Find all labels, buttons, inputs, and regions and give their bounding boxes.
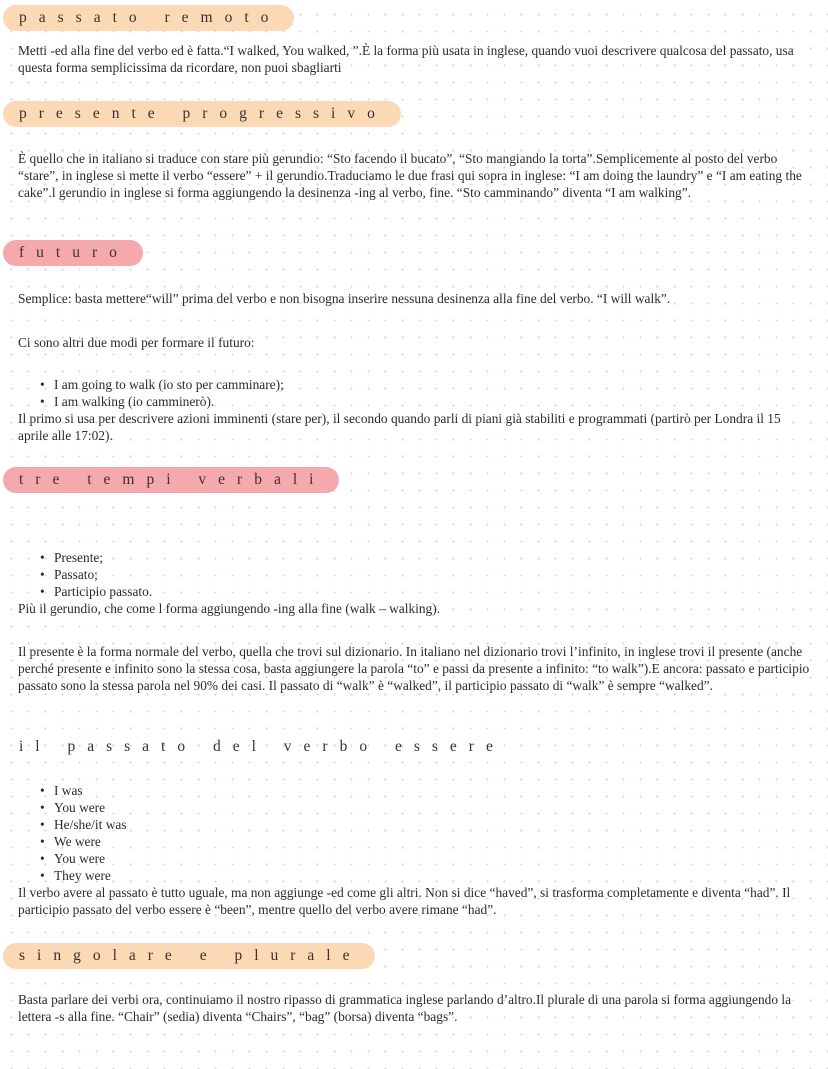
bullet-icon: • — [40, 377, 45, 392]
bullet-icon: • — [40, 394, 45, 409]
list-passato-essere — [40, 782, 127, 884]
bullet-icon: • — [40, 783, 45, 798]
bullet-icon: • — [40, 567, 45, 582]
list-item: • They were — [40, 868, 111, 883]
paragraph-futuro-1: Semplice: basta mettere“will” prima del verbo e non bisogna inserire nessuna desinenza alla fine del verbo. “I will walk”. — [18, 291, 671, 306]
bullet-icon: • — [40, 834, 45, 849]
list-tre-tempi — [40, 549, 153, 600]
paragraph-passato-remoto: Metti -ed alla fine del verbo ed è fatta.“I walked, You walked, ”.È la forma più usata in inglese, quando vuoi descrivere qualcosa del passato, usa questa forma semplicissima da ricordare, non puoi sbagliarti — [18, 43, 794, 75]
list-item: • You were — [40, 851, 106, 866]
bullet-icon: • — [40, 851, 45, 866]
list-item: • I was — [40, 783, 83, 798]
bullet-icon: • — [40, 584, 45, 599]
paragraph-futuro-2: Ci sono altri due modi per formare il futuro: — [18, 335, 255, 350]
heading-tre-tempi-verbali: tre tempi verbali — [3, 467, 339, 493]
heading-passato-remoto: passato remoto — [3, 5, 294, 31]
paragraph-passato-essere: Il verbo avere al passato è tutto uguale, ma non aggiunge -ed come gli altri. Non si dice “haved”, si trasforma completamente e diventa “had”. Il participio passato del verbo essere è “been”, mentre quello del verbo avere rimane “had”. — [18, 885, 791, 917]
bullet-icon: • — [40, 868, 45, 883]
list-futuro — [40, 376, 284, 410]
list-item: • Presente; — [40, 550, 104, 565]
bullet-icon: • — [40, 800, 45, 815]
list-item: • Participio passato. — [40, 584, 153, 599]
heading-futuro: futuro — [3, 240, 143, 266]
list-item: • We were — [40, 834, 101, 849]
list-item: • Passato; — [40, 567, 98, 582]
heading-passato-essere: il passato del verbo essere — [19, 738, 505, 755]
paragraph-singolare-plurale: Basta parlare dei verbi ora, continuiamo il nostro ripasso di grammatica inglese parlando d’altro.Il plurale di una parola si forma aggiungendo la lettera -s alla fine. “Chair” (sedia) diventa “Chairs”, “bag” (borsa) diventa “bags”. — [18, 992, 792, 1024]
list-item: • I am going to walk (io sto per camminare); — [40, 377, 284, 392]
list-item: • He/she/it was — [40, 817, 127, 832]
paragraph-tre-tempi-2: Il presente è la forma normale del verbo, quella che trovi sul dizionario. In italiano nel dizionario trovi l’infinito, in inglese trovi il presente (anche perché presente e infinito sono la stessa cosa, basta aggiungere la parola “to” e passi da presente a infinito: “to walk”).E ancora: passato e participio passato sono la stessa parola nel 90% dei casi. Il passato di “walk” è “walked”, il participio passato di “walk” è sempre “walked”. — [18, 644, 810, 693]
list-item: • You were — [40, 800, 106, 815]
bullet-icon: • — [40, 550, 45, 565]
heading-presente-progressivo: presente progressivo — [3, 101, 401, 127]
heading-singolare-plurale: singolare e plurale — [3, 943, 375, 969]
list-item: • I am walking (io camminerò). — [40, 394, 215, 409]
paragraph-presente-progressivo: È quello che in italiano si traduce con stare più gerundio: “Sto facendo il bucato”, “Sto mangiando la torta”.Semplicemente al posto del verbo “stare”, in inglese si mette il verbo “essere” + il gerundio.Traduciamo le due frasi qui sopra in inglese: “I am doing the laundry” e “I am eating the cake”.l gerundio in inglese si forma aggiungendo la desinenza -ing al verbo, fine. “Sto camminando” diventa “I am walking”. — [18, 151, 802, 200]
paragraph-futuro-3: Il primo si usa per descrivere azioni imminenti (stare per), il secondo quando parli di piani già stabiliti e programmati (partirò per Londra il 15 aprile alle 17:02). — [18, 411, 781, 443]
bullet-icon: • — [40, 817, 45, 832]
paragraph-tre-tempi-1: Più il gerundio, che come l forma aggiungendo -ing alla fine (walk – walking). — [18, 601, 441, 616]
